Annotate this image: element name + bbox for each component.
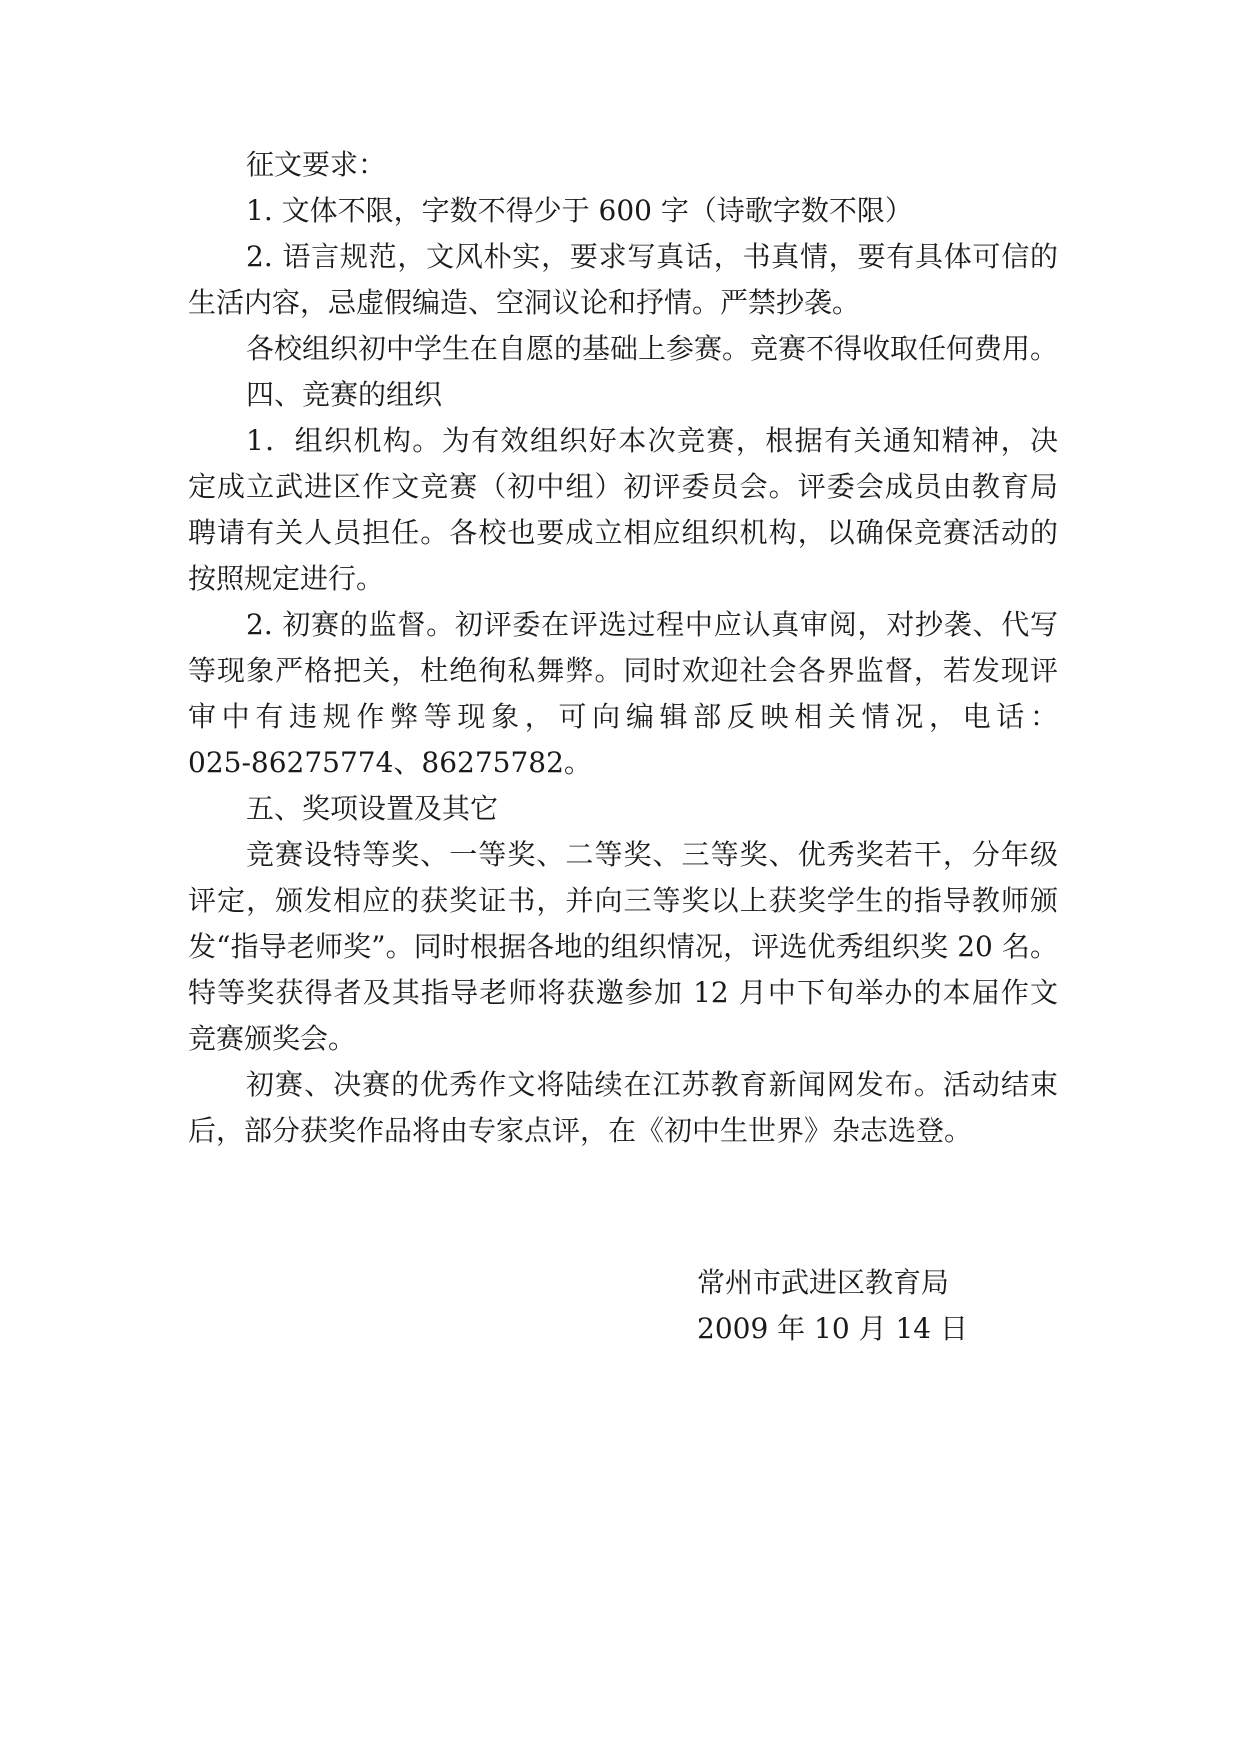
- requirement-1: 1. 文体不限，字数不得少于 600 字（诗歌字数不限）: [246, 194, 913, 227]
- organization-line-2: 定成立武进区作文竞赛（初中组）初评委员会。评委会成员由教育局: [188, 470, 1058, 503]
- awards-line-3: 发“指导老师奖”。同时根据各地的组织情况，评选优秀组织奖 20 名。: [188, 930, 1058, 963]
- signature-organization: 常州市武进区教育局: [697, 1266, 950, 1299]
- section-heading-essay-requirements: 征文要求：: [246, 148, 387, 181]
- organization-line-4: 按照规定进行。: [188, 562, 385, 595]
- supervision-line-3: 审中有违规作弊等现象，可向编辑部反映相关情况，电话：: [188, 700, 1058, 733]
- requirement-2-line-1: 2. 语言规范，文风朴实，要求写真话，书真情，要有具体可信的: [246, 240, 1058, 273]
- section-heading-organization: 四、竞赛的组织: [246, 378, 443, 411]
- section-heading-awards: 五、奖项设置及其它: [246, 792, 499, 825]
- organization-line-3: 聘请有关人员担任。各校也要成立相应组织机构，以确保竞赛活动的: [188, 516, 1058, 549]
- supervision-phone: 025-86275774、86275782。: [188, 746, 592, 779]
- supervision-line-1: 2. 初赛的监督。初评委在评选过程中应认真审阅，对抄袭、代写: [246, 608, 1058, 641]
- requirement-2-line-2: 生活内容，忌虚假编造、空洞议论和抒情。严禁抄袭。: [188, 286, 861, 319]
- publication-line-2: 后，部分获奖作品将由专家点评，在《初中生世界》杂志选登。: [188, 1114, 973, 1147]
- awards-line-4: 特等奖获得者及其指导老师将获邀参加 12 月中下旬举办的本届作文: [188, 976, 1058, 1009]
- organization-line-1: 1．组织机构。为有效组织好本次竞赛，根据有关通知精神，决: [246, 424, 1058, 457]
- awards-line-1: 竞赛设特等奖、一等奖、二等奖、三等奖、优秀奖若干，分年级: [246, 838, 1058, 871]
- supervision-line-2: 等现象严格把关，杜绝徇私舞弊。同时欢迎社会各界监督，若发现评: [188, 654, 1058, 687]
- awards-line-5: 竞赛颁奖会。: [188, 1022, 357, 1055]
- awards-line-2: 评定，颁发相应的获奖证书，并向三等奖以上获奖学生的指导教师颁: [188, 884, 1058, 917]
- participation-note: 各校组织初中学生在自愿的基础上参赛。竞赛不得收取任何费用。: [246, 332, 1059, 365]
- publication-line-1: 初赛、决赛的优秀作文将陆续在江苏教育新闻网发布。活动结束: [246, 1068, 1058, 1101]
- signature-date: 2009 年 10 月 14 日: [697, 1312, 969, 1345]
